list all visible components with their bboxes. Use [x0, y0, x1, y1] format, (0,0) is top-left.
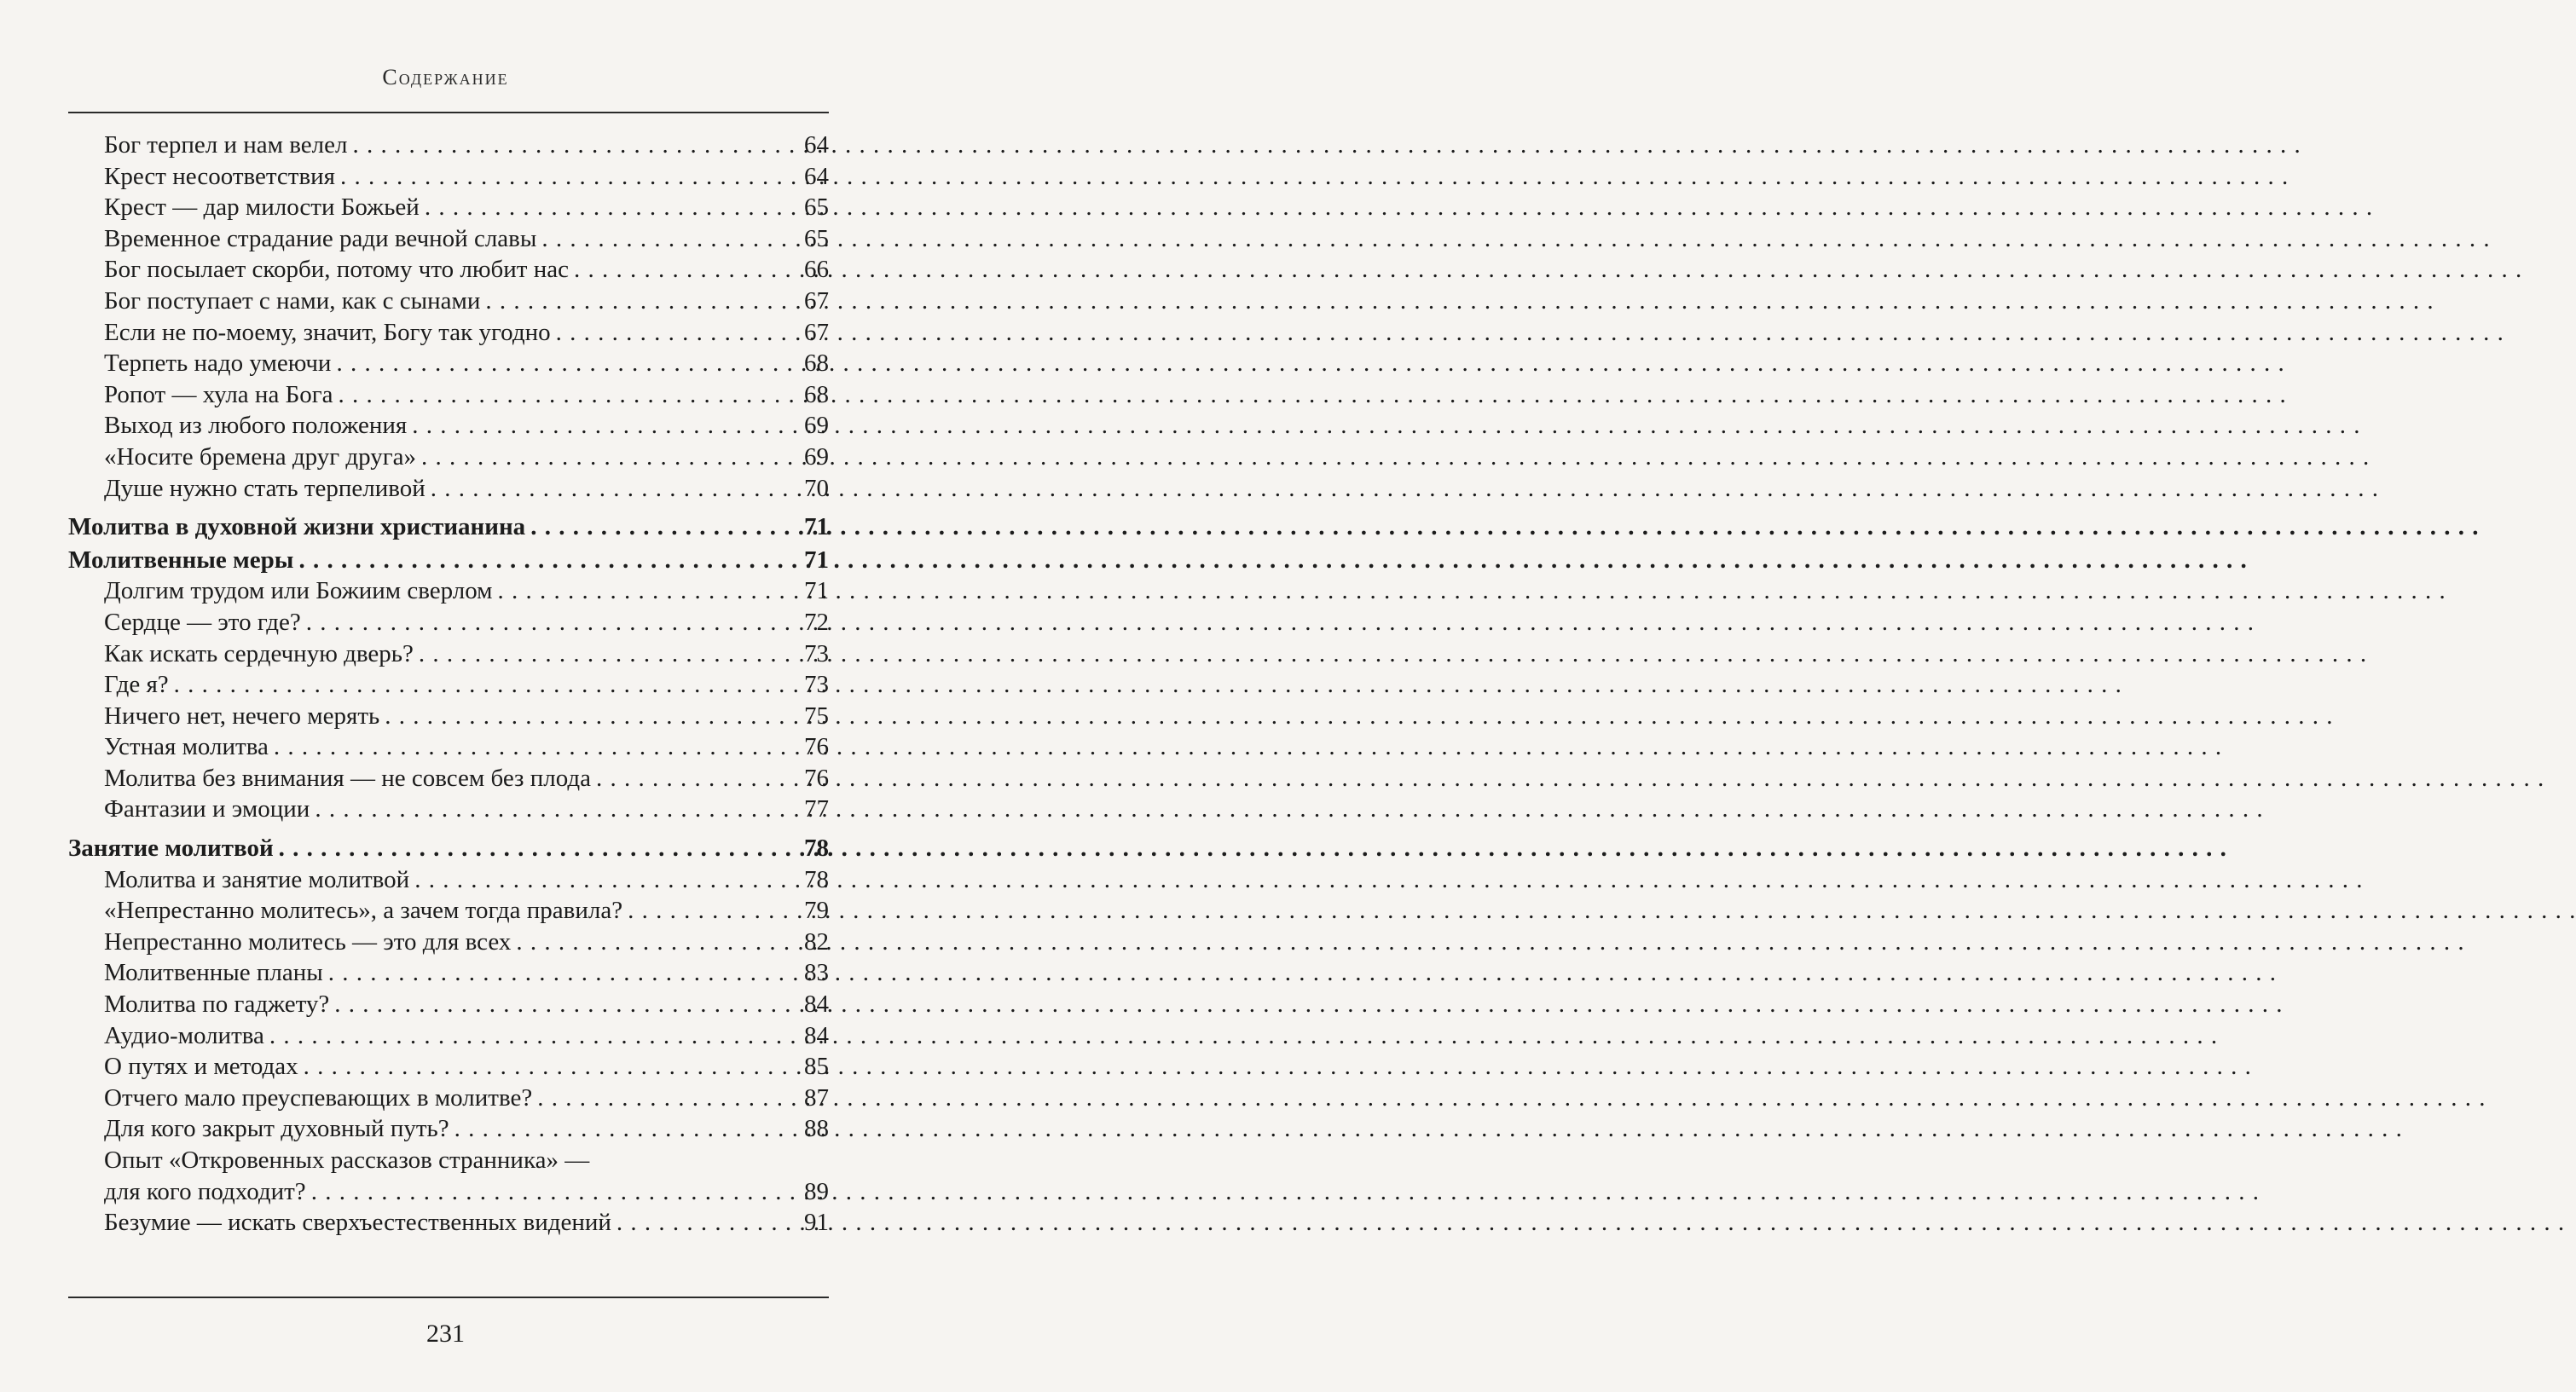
dot-leader	[352, 130, 799, 161]
toc-entry-title: Ничего нет, нечего мерять	[104, 702, 380, 730]
header-rule	[68, 112, 829, 113]
toc-entry	[68, 317, 829, 349]
toc-entry-page: 73	[804, 639, 829, 667]
toc-entry-title: Отчего мало преуспевающих в молитве?	[104, 1083, 533, 1112]
toc-entry-title: О путях и методах	[104, 1053, 298, 1081]
toc-entry	[68, 1176, 829, 1208]
toc-entry	[68, 223, 829, 255]
dot-leader	[574, 254, 799, 286]
dot-leader	[537, 1083, 799, 1114]
toc-entry-page: 78	[804, 865, 829, 893]
toc-entry	[68, 161, 829, 193]
toc-section-entry	[68, 833, 829, 864]
toc-entry-title: Безумие — искать сверхъестественных видений	[104, 1209, 611, 1237]
dot-leader	[425, 192, 799, 223]
toc-entry-title: Сердце — это где?	[104, 608, 301, 636]
toc-entry-title: Аудио-молитва	[104, 1021, 264, 1049]
toc-entry-title: Если не по-моему, значит, Богу так угодно	[104, 318, 551, 346]
toc-entry-page: 76	[804, 764, 829, 792]
toc-entry-title: Молитва без внимания — не совсем без плода	[104, 764, 592, 792]
toc-entry-page: 66	[804, 256, 829, 284]
dot-leader	[328, 957, 799, 989]
toc-entry	[68, 1113, 829, 1145]
toc-entry-title: Устная молитва	[104, 733, 269, 761]
toc-entry-page: 85	[804, 1053, 829, 1081]
toc-entry-title: Где я?	[104, 671, 169, 699]
dot-leader	[431, 473, 799, 505]
toc-entry-page: 73	[804, 671, 829, 699]
toc-entry	[68, 1207, 829, 1239]
dot-leader	[498, 575, 799, 607]
dot-leader	[596, 763, 799, 794]
toc-entry	[68, 473, 829, 505]
dot-leader	[274, 731, 799, 763]
toc-entry-title: Крест — дар милости Божьей	[104, 193, 420, 222]
toc-entry-title: Ропот — хула на Бога	[104, 380, 333, 408]
toc-entry-page: 91	[804, 1209, 829, 1237]
toc-entry-title: «Носите бремена друг друга»	[104, 442, 416, 471]
toc-entry-title: Опыт «Откровенных рассказов странника» —	[104, 1147, 590, 1174]
toc-entry	[68, 348, 829, 379]
toc-entry	[68, 192, 829, 223]
toc-entry-page: 84	[804, 991, 829, 1019]
dot-leader	[617, 1207, 799, 1239]
toc-entry-title: Для кого закрыт духовный путь?	[104, 1115, 449, 1143]
toc-entry-page: 65	[804, 224, 829, 252]
toc-entry-title: для кого подходит?	[104, 1177, 306, 1205]
toc-entry-page: 71	[804, 546, 829, 574]
dot-leader	[336, 348, 799, 379]
toc-section-entry	[68, 545, 829, 576]
toc-entry-title: Фантазии и эмоции	[104, 795, 310, 823]
toc-entry-title: Как искать сердечную дверь?	[104, 639, 414, 667]
dot-leader	[315, 794, 799, 825]
toc-entry	[68, 1020, 829, 1052]
toc-entry-page: 70	[804, 474, 829, 502]
toc-entry-title: Молитвенные меры	[68, 546, 294, 574]
toc-entry	[68, 1083, 829, 1114]
table-of-contents	[68, 130, 829, 1239]
toc-entry-title: Бог поступает с нами, как с сынами	[104, 286, 481, 315]
dot-leader	[530, 511, 799, 543]
toc-entry	[68, 895, 829, 927]
toc-entry	[68, 989, 829, 1020]
toc-entry-page: 71	[804, 577, 829, 605]
toc-entry-title: Душе нужно стать терпеливой	[104, 474, 425, 502]
toc-entry-title: «Непрестанно молитесь», а зачем тогда правила?	[104, 897, 623, 925]
toc-entry-page: 64	[804, 162, 829, 190]
toc-entry	[68, 1145, 829, 1176]
toc-entry-title: Молитвенные планы	[104, 959, 323, 987]
toc-entry-page: 75	[804, 702, 829, 730]
toc-entry-title: Долгим трудом или Божиим сверлом	[104, 577, 493, 605]
toc-entry	[68, 927, 829, 958]
toc-entry-page: 84	[804, 1021, 829, 1049]
toc-entry	[68, 1051, 829, 1083]
dot-leader	[541, 223, 799, 255]
dot-leader	[311, 1176, 799, 1208]
dot-leader	[485, 286, 799, 317]
toc-entry	[68, 607, 829, 638]
dot-leader	[340, 161, 799, 193]
toc-entry-title: Молитва по гаджету?	[104, 991, 330, 1019]
toc-entry-page: 65	[804, 193, 829, 222]
toc-entry	[68, 130, 829, 161]
footer-rule	[68, 1297, 829, 1298]
toc-entry	[68, 763, 829, 794]
dot-leader	[334, 989, 799, 1020]
toc-entry	[68, 410, 829, 442]
toc-entry-page: 88	[804, 1115, 829, 1143]
toc-entry	[68, 379, 829, 411]
dot-leader	[421, 442, 799, 473]
dot-leader	[628, 895, 799, 927]
toc-entry	[68, 638, 829, 670]
dot-leader	[419, 638, 799, 670]
running-header: Содержание	[382, 65, 509, 90]
dot-leader	[306, 607, 799, 638]
toc-entry-page: 67	[804, 318, 829, 346]
dot-leader	[412, 410, 799, 442]
toc-entry-page: 68	[804, 349, 829, 378]
page-number: 231	[426, 1320, 465, 1348]
dot-leader	[454, 1113, 799, 1145]
toc-entry-page: 89	[804, 1177, 829, 1205]
dot-leader	[279, 833, 799, 864]
dot-leader	[556, 317, 799, 349]
toc-entry-page: 64	[804, 131, 829, 159]
toc-entry-page: 83	[804, 959, 829, 987]
toc-entry-page: 82	[804, 927, 829, 956]
toc-entry	[68, 864, 829, 896]
toc-entry	[68, 957, 829, 989]
toc-section-entry	[68, 511, 829, 543]
toc-entry-page: 69	[804, 442, 829, 471]
toc-entry-page: 68	[804, 380, 829, 408]
dot-leader	[269, 1020, 799, 1052]
toc-entry	[68, 442, 829, 473]
toc-entry	[68, 669, 829, 701]
toc-entry	[68, 731, 829, 763]
dot-leader	[298, 545, 799, 576]
toc-entry-page: 71	[804, 513, 829, 541]
toc-entry	[68, 701, 829, 732]
toc-entry	[68, 254, 829, 286]
toc-entry-title: Молитва в духовной жизни христианина	[68, 513, 526, 541]
toc-entry-page: 72	[804, 608, 829, 636]
dot-leader	[174, 669, 799, 701]
toc-entry-title: Занятие молитвой	[68, 835, 274, 863]
dot-leader	[304, 1051, 799, 1083]
toc-entry-title: Бог терпел и нам велел	[104, 131, 348, 159]
dot-leader	[516, 927, 799, 958]
toc-entry-title: Выход из любого положения	[104, 412, 408, 440]
toc-entry-page: 69	[804, 412, 829, 440]
toc-entry-page: 67	[804, 286, 829, 315]
toc-entry-page: 76	[804, 733, 829, 761]
toc-entry	[68, 286, 829, 317]
toc-entry-title: Молитва и занятие молитвой	[104, 865, 410, 893]
toc-entry-page: 79	[804, 897, 829, 925]
toc-entry-title: Бог посылает скорби, потому что любит нас	[104, 256, 569, 284]
toc-entry-page: 78	[804, 835, 829, 863]
toc-entry	[68, 794, 829, 825]
dot-leader	[339, 379, 800, 411]
toc-entry	[68, 575, 829, 607]
toc-entry-title: Терпеть надо умеючи	[104, 349, 332, 378]
toc-entry-title: Временное страдание ради вечной славы	[104, 224, 537, 252]
dot-leader	[385, 701, 799, 732]
toc-entry-title: Крест несоответствия	[104, 162, 336, 190]
toc-entry-page: 77	[804, 795, 829, 823]
toc-entry-page: 87	[804, 1083, 829, 1112]
toc-entry-title: Непрестанно молитесь — это для всех	[104, 927, 512, 956]
dot-leader	[414, 864, 799, 896]
